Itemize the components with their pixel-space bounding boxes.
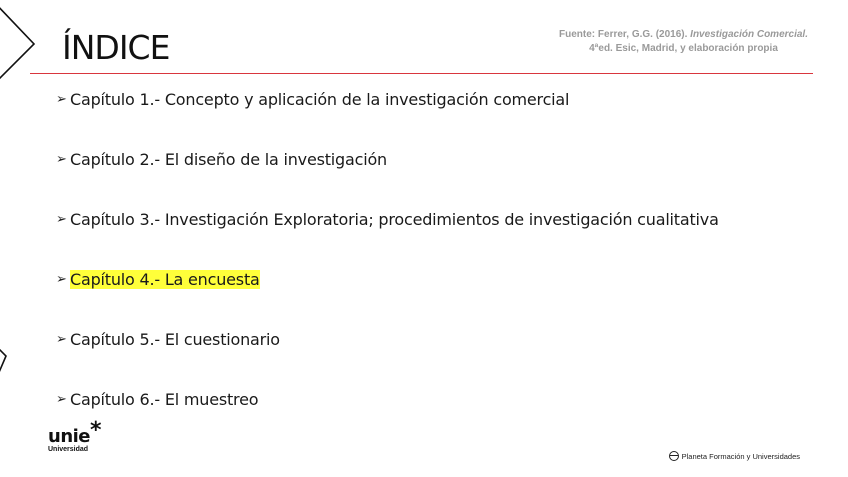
arrow-bullet-icon: ➢ [56, 152, 67, 167]
toc-item-label: Capítulo 5.- El cuestionario [70, 330, 280, 349]
asterisk-icon: * [90, 418, 102, 443]
unie-logo [48, 418, 102, 453]
toc-item-label: Capítulo 1.- Concepto y aplicación de la investigación comercial [70, 90, 570, 109]
toc-item-label: Capítulo 3.- Investigación Exploratoria; procedimientos de investigación cualitativa [70, 210, 719, 229]
chevron-right-decoration-icon [0, 0, 46, 90]
unie-wordmark: unie [48, 426, 91, 447]
chevron-right-decoration-icon [0, 340, 14, 390]
table-of-contents [56, 90, 719, 450]
planeta-label: Planeta Formación y Universidades [681, 451, 800, 461]
arrow-bullet-icon: ➢ [56, 332, 67, 347]
toc-item-label-highlighted: Capítulo 4.- La encuesta [70, 270, 260, 289]
arrow-bullet-icon: ➢ [56, 392, 67, 407]
globe-icon [669, 451, 679, 461]
toc-item-label: Capítulo 2.- El diseño de la investigación [70, 150, 387, 169]
arrow-bullet-icon: ➢ [56, 212, 67, 227]
toc-item-chapter-4 [56, 270, 719, 330]
toc-item-label: Capítulo 6.- El muestreo [70, 390, 259, 409]
planeta-logo [669, 451, 800, 461]
toc-item-chapter-3 [56, 210, 719, 270]
toc-item-chapter-2 [56, 150, 719, 210]
arrow-bullet-icon: ➢ [56, 92, 67, 107]
source-book-title: Investigación Comercial. [690, 29, 808, 40]
toc-item-chapter-5 [56, 330, 719, 390]
page-title: ÍNDICE [62, 28, 170, 67]
header-divider [30, 73, 813, 74]
toc-item-chapter-6 [56, 390, 719, 450]
source-prefix: Fuente: Ferrer, G.G. (2016). [559, 29, 691, 40]
source-edition: 4ªed. Esic, Madrid, y elaboración propia [589, 43, 778, 54]
source-citation [559, 28, 808, 56]
arrow-bullet-icon: ➢ [56, 272, 67, 287]
toc-item-chapter-1 [56, 90, 719, 150]
unie-subtitle: Universidad [48, 446, 89, 453]
